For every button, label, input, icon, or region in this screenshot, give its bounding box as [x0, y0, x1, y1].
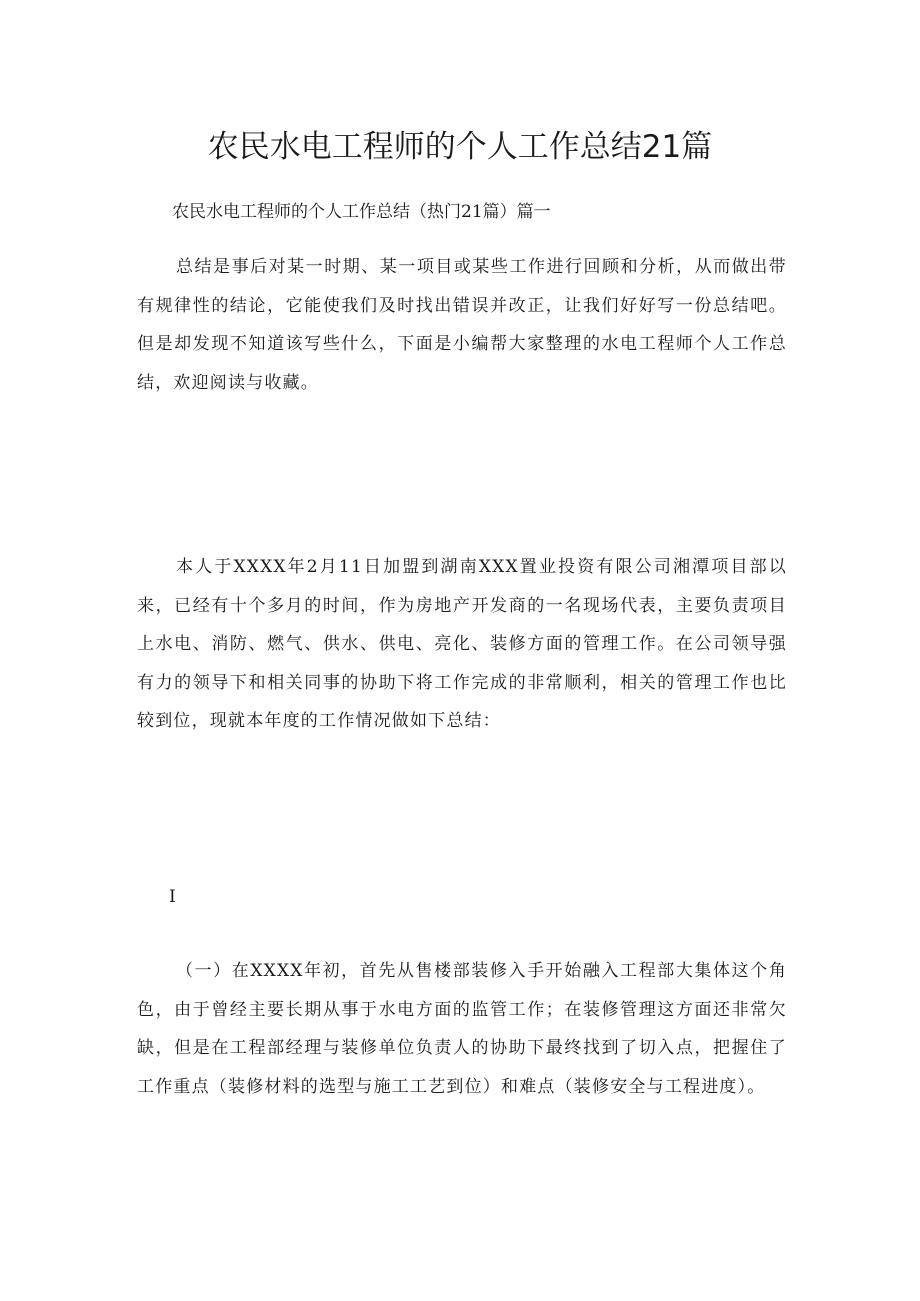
document-subtitle: 农民水电工程师的个人工作总结（热门21篇）篇一 [172, 202, 551, 222]
section-marker: I [169, 887, 176, 907]
document-title: 农民水电工程师的个人工作总结21篇 [207, 129, 713, 165]
paragraph-section-one: （一）在XXXX年初，首先从售楼部装修入手开始融入工程部大集体这个角色，由于曾经主要长期从事于水电方面的监管工作；在装修管理这方面还非常欠缺，但是在工程部经理与装修单位负责人的协助下最终找到了切入点，把握住了工作重点（装修材料的选型与施工工艺到位）和难点（装修安全与工程进度）。 [137, 961, 787, 1097]
paragraph-intro: 总结是事后对某一时期、某一项目或某些工作进行回顾和分析，从而做出带有规律性的结论，它能使我们及时找出错误并改正，让我们好好写一份总结吧。但是却发现不知道该写些什么，下面是小编帮大家整理的水电工程师个人工作总结，欢迎阅读与收藏。 [137, 257, 787, 393]
paragraph-background: 本人于XXXX年2月11日加盟到湖南XXX置业投资有限公司湘潭项目部以来，已经有十个多月的时间，作为房地产开发商的一名现场代表，主要负责项目上水电、消防、燃气、供水、供电、亮化、装修方面的管理工作。在公司领导强有力的领导下和相关同事的协助下将工作完成的非常顺利，相关的管理工作也比较到位，现就本年度的工作情况做如下总结： [137, 557, 787, 731]
